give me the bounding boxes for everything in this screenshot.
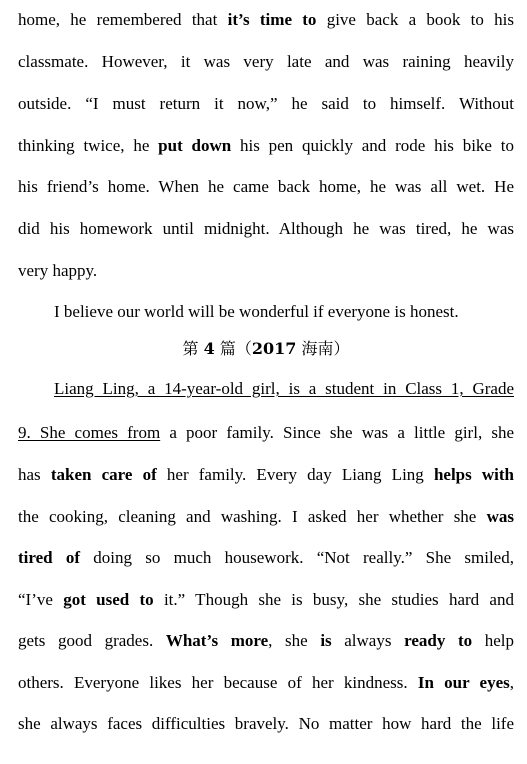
bold-phrase: What’s more (165, 631, 269, 650)
text-line: his friend’s home. When he came back home, he was all wet. He (18, 177, 514, 196)
text-line: outside. “I must return it now,” he said to himself. Without (18, 94, 514, 113)
text-run: his pen quickly and rode his bike to (231, 136, 514, 155)
text-run: give back a book to his (316, 10, 514, 29)
text-run: always (331, 631, 405, 650)
bold-phrase: was (486, 507, 514, 526)
underlined-phrase: 9. She comes from (18, 423, 161, 442)
bold-phrase: tired of (18, 548, 81, 567)
text-line (18, 631, 514, 651)
bold-phrase: ready to (404, 631, 473, 650)
text-line (18, 673, 514, 693)
text-line: I believe our world will be wonderful if everyone is honest. (54, 302, 459, 321)
text-run: a poor family. Since she was a little girl, she (160, 423, 514, 442)
heading-text: 篇（ (214, 339, 252, 358)
bold-phrase: is (320, 631, 332, 650)
heading-number: 4 (203, 339, 215, 358)
text-line (18, 136, 514, 156)
text-run: doing so much housework. “Not really.” She smiled, (80, 548, 514, 567)
text-run: it.” Though she is busy, she studies hard and (153, 590, 514, 609)
text-run: “I’ve (18, 590, 64, 609)
text-line (18, 10, 514, 30)
text-run: help (472, 631, 514, 650)
text-line (18, 548, 514, 568)
underlined-line: Liang Ling, a 14-year-old girl, is a student in Class 1, Grade (54, 379, 514, 398)
text-run: her family. Every day Liang Ling (156, 465, 434, 484)
text-line (18, 507, 514, 527)
text-run: , she (268, 631, 321, 650)
text-line: classmate. However, it was very late and was raining heavily (18, 52, 514, 71)
text-line: she always faces difficulties bravely. No matter how hard the life (18, 714, 514, 733)
heading-year: 2017 (251, 339, 297, 358)
heading-text: 海南） (296, 339, 350, 358)
bold-phrase: taken care of (50, 465, 157, 484)
text-run: home, he remembered that (18, 10, 228, 29)
text-run: others. Everyone likes her because of her kindness. (18, 673, 418, 692)
text-run: the cooking, cleaning and washing. I asked her whether she (18, 507, 487, 526)
bold-phrase: put down (158, 136, 232, 155)
text-run: thinking twice, he (18, 136, 159, 155)
bold-phrase: In our eyes (417, 673, 510, 692)
text-line (18, 423, 514, 443)
bold-phrase: it’s time to (227, 10, 317, 29)
text-line: very happy. (18, 261, 98, 280)
text-run: has (18, 465, 51, 484)
bold-phrase: helps with (433, 465, 515, 484)
text-run: gets good grades. (18, 631, 166, 650)
text-line (18, 465, 514, 485)
heading-text: 第 (182, 339, 204, 358)
section-heading (18, 339, 514, 359)
bold-phrase: got used to (63, 590, 154, 609)
text-line (18, 590, 514, 610)
text-line: did his homework until midnight. Although he was tired, he was (18, 219, 514, 238)
text-run: , (509, 673, 514, 692)
